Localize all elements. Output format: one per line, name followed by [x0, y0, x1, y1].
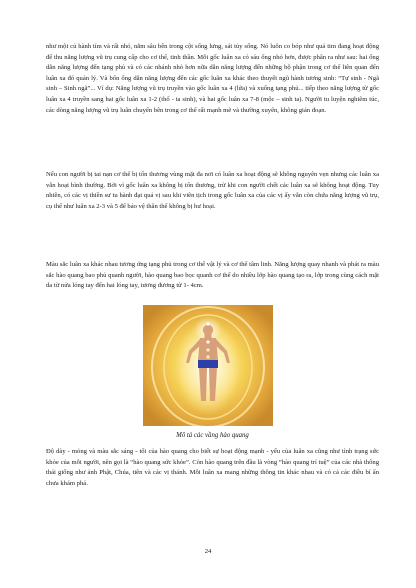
- page-number: 24: [204, 548, 212, 555]
- paragraph-aura-health: Độ dày - mỏng và màu sắc sáng - tối của hào quang cho biết sự hoạt động mạnh - yếu của luân xa cũng như tình trạng sức khỏe của mỗi người, nên gọi là “hào quang sức khỏe”. Còn hào quang trên đầu là vòng “hào quang trí tuệ” của các nhà thông thái giống như ảnh Phật, Chúa, tiên và các vị thánh. Mỗi luân xa mang những thông tin khác nhau và có cả các điều bí ẩn chưa khám phá.: [46, 448, 379, 487]
- paragraph-aura-colors: Màu sắc luân xa khác nhau tương ứng tạng phủ trong cơ thể vật lý và cơ thể tâm linh. Năng lượng quay nhanh và phát ra màu sắc hào quang bao phủ quanh người, hào quang bao bọc quanh cơ thể do nhiều lớp hào quang tạo ra, lớp trong cùng cách mặt da từ nửa lóng tay đến hai lóng tay, tương đương từ 1- 4cm.: [46, 261, 379, 290]
- paragraph-chakra-injury: Nếu con người bị tai nạn cơ thể bị tổn thương vùng mặt đa nơi có luân xa hoạt động sẽ không nguyên vẹn nhưng các luân xa vẫn hoạt bình thường. Bởi vì gốc luân xa không bị tổn thương, trừ khi con người chết các luân xa sẽ không hoạt động. Tuy nhiên, có các vị thiền sư tu hành đạt quả vị sau khi viên tịch trong gốc luân xa của các vị ấy vẫn còn chứa năng lượng vũ trụ, cụ thể như luân xa 2-3 và 5 để bảo vệ thân thể không bị hư hoại.: [46, 171, 379, 210]
- aura-illustration: [143, 305, 273, 426]
- figure-caption: Mô tả các vầng hào quang: [176, 432, 249, 439]
- paragraph-chakra-roots: như một củ hành tím và rất nhỏ, nằm sâu bên trong cột sống lưng, sát tủy sống. Nó luôn co bóp như quả tim đang hoạt động để thu năng lượng vũ trụ cung cấp cho cơ thể, tinh thần. Mỗi gốc luân xa có sáu ống nhỏ hơn, được phân ra như sau: hai ống dẫn năng lượng đến tạng phủ và có các nhánh nhỏ hơn nữa dẫn năng lượng đến những bộ phận trong cơ thể liên quan đến luân xa đó quản lý. Và bốn ống dẫn năng lượng đến các gốc luân xa khác theo thuyết ngũ hành tương sinh: “Tự sinh - Ngã sinh – Sinh ngã”... Ví dụ: Năng lượng vũ trụ truyền vào gốc luân xa 4 (lửa) và xuống tạng phủ... tiếp theo năng lượng từ gốc luân xa 4 truyền sang hai gốc luân xa 1-2 (thổ - ta sinh), và hai gốc luân xa 7-8 (mộc – sinh ta). Người tu luyện nghiêm túc, các dòng năng lượng vũ trụ luân chuyển bên trong cơ thể rất mạnh mẽ và thường xuyên, không gián đoạn.: [46, 43, 379, 114]
